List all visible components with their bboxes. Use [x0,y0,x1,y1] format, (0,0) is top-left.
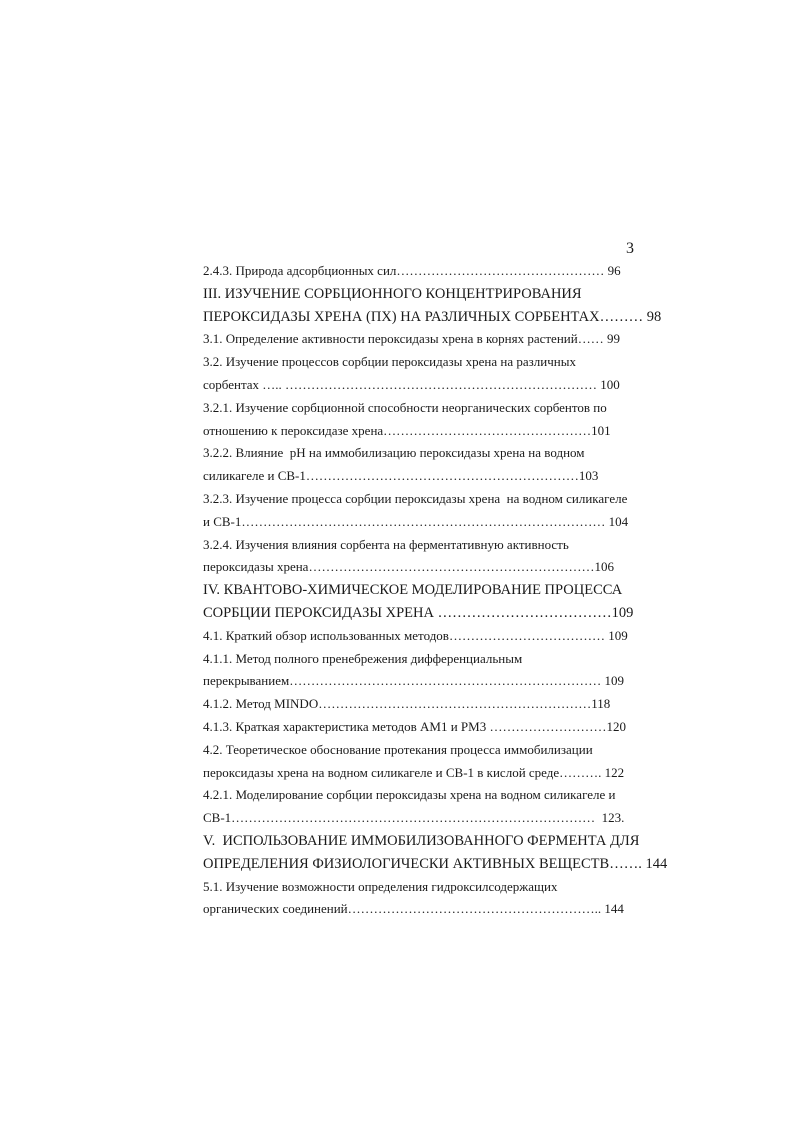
table-of-contents [203,260,668,921]
toc-line: 3.2.2. Влияние рН на иммобилизацию пероксидазы хрена на водном [203,445,585,461]
toc-line: 4.2. Теоретическое обоснование протекания процесса иммобилизации [203,741,593,757]
toc-line: 5.1. Изучение возможности определения гидроксилсодержащих [203,878,558,894]
toc-line: перекрыванием……………………………………………………………… 109 [203,673,624,689]
toc-section-heading: ОПРЕДЕЛЕНИЯ ФИЗИОЛОГИЧЕСКИ АКТИВНЫХ ВЕЩЕСТВ……. 144 [203,855,668,872]
toc-section-heading: III. ИЗУЧЕНИЕ СОРБЦИОННОГО КОНЦЕНТРИРОВАНИЯ [203,285,582,302]
toc-section-heading: V. ИСПОЛЬЗОВАНИЕ ИММОБИЛИЗОВАННОГО ФЕРМЕНТА ДЛЯ [203,832,640,849]
toc-line: 3.2.3. Изучение процесса сорбции пероксидазы хрена на водном силикагеле [203,490,628,506]
toc-line: 2.4.3. Природа адсорбционных сил………………………………………… 96 [203,263,621,278]
toc-line: силикагеле и СВ-1………………………………………………………103 [203,468,599,484]
toc-line: органических соединений………………………………………………….. 144 [203,901,624,917]
toc-line: сорбентах ….. ……………………………………………………………… 100 [203,376,620,392]
toc-line: 4.1.3. Краткая характеристика методов АМ1 и РМ3 ………………………120 [203,718,626,734]
toc-line: 3.2.1. Изучение сорбционной способности неорганических сорбентов по [203,399,607,415]
toc-line: 4.1. Краткий обзор использованных методов……………………………… 109 [203,627,628,643]
toc-line: пероксидазы хрена на водном силикагеле и СВ-1 в кислой среде………. 122 [203,764,625,780]
toc-section-heading: ПЕРОКСИДАЗЫ ХРЕНА (ПХ) НА РАЗЛИЧНЫХ СОРБЕНТАХ……… 98 [203,308,662,325]
toc-line: СВ-1………………………………………………………………………… 123. [203,810,625,826]
toc-line: 3.2. Изучение процессов сорбции пероксидазы хрена на различных [203,354,576,370]
toc-section-heading: СОРБЦИИ ПЕРОКСИДАЗЫ ХРЕНА ………………………………109 [203,604,634,621]
toc-line: 4.1.1. Метод полного пренебрежения дифференциальным [203,650,523,666]
toc-line: 4.1.2. Метод MINDO………………………………………………………118 [203,696,611,712]
toc-line: пероксидазы хрена…………………………………………………………106 [203,559,614,575]
toc-line: 3.1. Определение активности пероксидазы хрена в корнях растений…… 99 [203,331,620,347]
toc-line: отношению к пероксидазе хрена…………………………………………101 [203,422,611,438]
toc-line: 3.2.4. Изучения влияния сорбента на ферментативную активность [203,536,569,552]
toc-section-heading: IV. КВАНТОВО-ХИМИЧЕСКОЕ МОДЕЛИРОВАНИЕ ПРОЦЕССА [203,582,623,599]
toc-line: 4.2.1. Моделирование сорбции пероксидазы хрена на водном силикагеле и [203,787,616,803]
page-number: 3 [626,240,634,257]
toc-line: и СВ-1………………………………………………………………………… 104 [203,513,629,529]
